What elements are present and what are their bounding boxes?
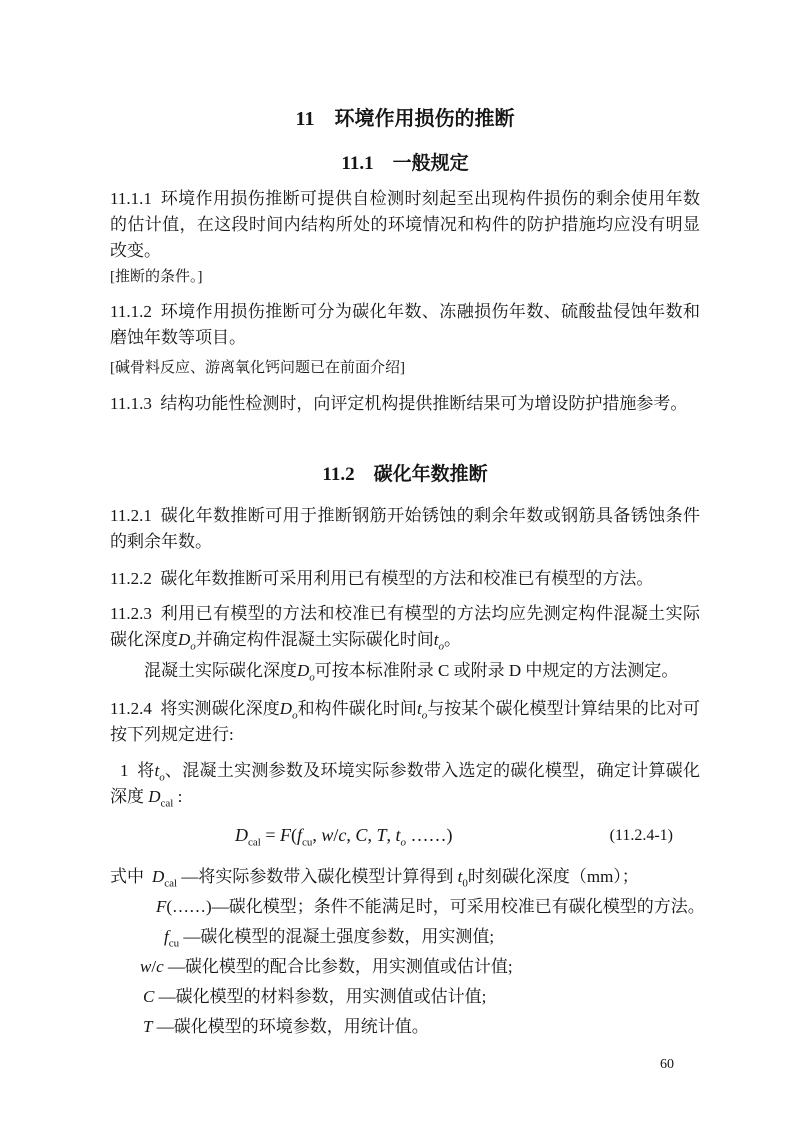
- clause-11-1-1: 11.1.1 环境作用损伤推断可提供自检测时刻起至出现构件损伤的剩余使用年数的估计值，在这段时间内结构所处的环境情况和构件的防护措施均应没有明显改变。: [110, 189, 700, 260]
- clause-11-2-3: 11.2.3 利用已有模型的方法和校准已有模型的方法均应先测定构件混凝土实际碳化深度$D_o$并确定构件混凝土实际碳化时间$t_o$。: [110, 604, 700, 653]
- chapter-title: 11 环境作用损伤的推断: [295, 108, 515, 130]
- symbol-definition-text: F(……)—碳化模型；条件不能满足时，可采用校准已有碳化模型的方法。: [156, 897, 705, 916]
- symbol-definitions: [110, 862, 705, 1042]
- section-title-11-1: 11.1 一般规定: [341, 153, 469, 174]
- symbol-definition-text: $D_{cal}$ —将实际参数带入碳化模型计算得到 $t_0$时刻碳化深度（mm）；: [152, 867, 639, 890]
- page-content: [110, 104, 705, 1042]
- clause-11-2-4: 11.2.4 将实测碳化深度$D_o$和构件碳化时间$t_o$与按某个碳化模型计算结果的比对可按下列规定进行:: [110, 699, 701, 744]
- symbol-definition-text: $f_{cu}$ —碳化模型的混凝土强度参数，用实测值;: [164, 927, 495, 950]
- clause-11-2-3-para2: 混凝土实际碳化深度$D_o$可按本标准附录 C 或附录 D 中规定的方法测定。: [144, 661, 679, 684]
- equation-body: $D_{cal} = F(f_{cu}$, w/c, C, T, $t_o$ ……): [235, 825, 453, 849]
- symbol-definition-f: [156, 892, 705, 922]
- page-number: 60: [660, 1057, 674, 1072]
- section-title-11-2: 11.2 碳化年数推断: [322, 464, 488, 485]
- symbol-definition-c: [143, 982, 700, 1012]
- clause-11-2-2: 11.2.2 碳化年数推断可采用利用已有模型的方法和校准已有模型的方法。: [110, 569, 654, 588]
- equation-number: (11.2.4-1): [609, 827, 673, 844]
- symbol-definition-dcal: [110, 862, 700, 892]
- clause-11-2-4-item-1: 1 将$t_o$、混凝土实测参数及环境实际参数带入选定的碳化模型，确定计算碳化深度 $D_{cal}$ :: [110, 761, 700, 810]
- symbol-definition-t: [143, 1012, 700, 1042]
- symbol-definition-text: T —碳化模型的环境参数，用统计值。: [143, 1017, 429, 1036]
- symbol-definition-wc: [140, 952, 700, 982]
- draft-note-1: [推断的条件。]: [110, 269, 203, 285]
- symbol-definition-text: C —碳化模型的材料参数，用实测值或估计值;: [143, 987, 487, 1006]
- where-label: 式中: [110, 867, 144, 886]
- clause-11-1-2: 11.1.2 环境作用损伤推断可分为碳化年数、冻融损伤年数、硫酸盐侵蚀年数和磨蚀年数等项目。: [110, 302, 700, 347]
- clause-11-2-1: 11.2.1 碳化年数推断可用于推断钢筋开始锈蚀的剩余年数或钢筋具备锈蚀条件的剩余年数。: [110, 506, 700, 551]
- draft-note-2: [碱骨料反应、游离氧化钙问题已在前面介绍]: [110, 360, 405, 376]
- equation-11-2-4-1: [110, 820, 700, 850]
- clause-11-1-3: 11.1.3 结构功能性检测时，向评定机构提供推断结果可为增设防护措施参考。: [110, 394, 688, 413]
- symbol-definition-text: w/c —碳化模型的配合比参数，用实测值或估计值;: [140, 957, 513, 976]
- symbol-definition-fcu: [164, 922, 700, 952]
